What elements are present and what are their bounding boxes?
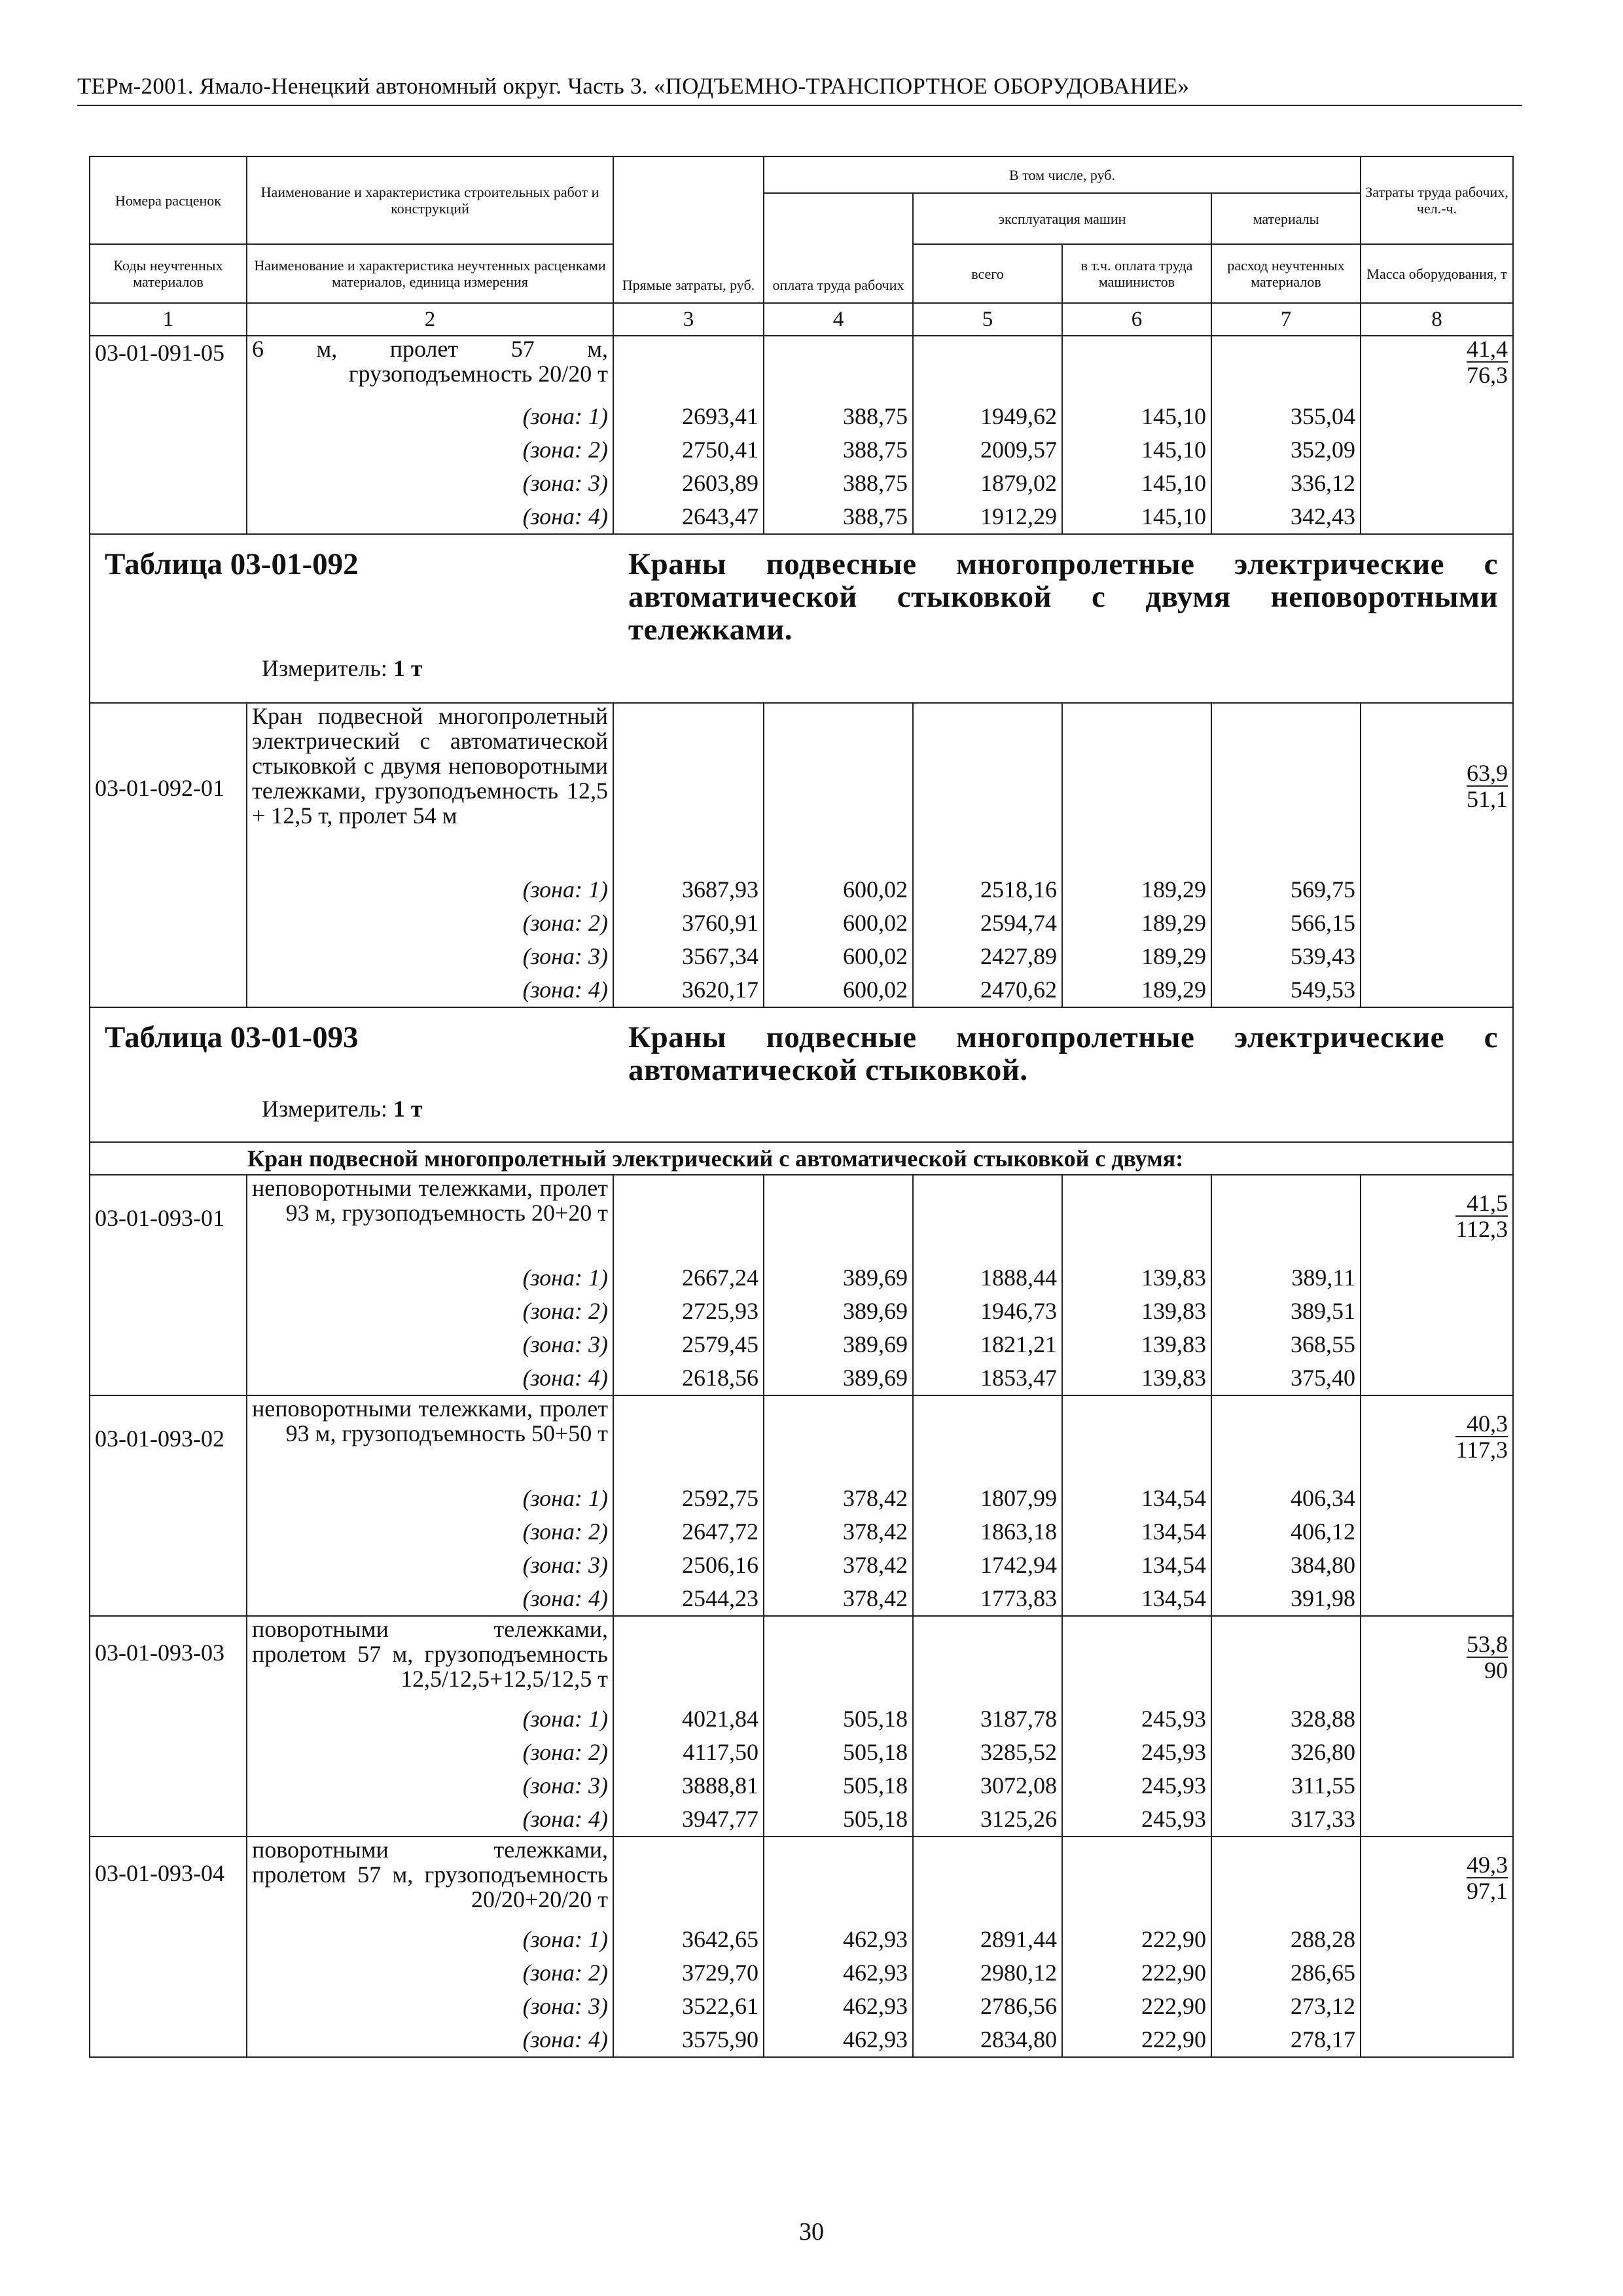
zone-label: (зона: 2) xyxy=(247,433,613,467)
machine-operator-wages: 139,83 xyxy=(1062,1361,1211,1395)
materials-cost: 328,88 xyxy=(1211,1702,1361,1736)
materials-cost: 566,15 xyxy=(1211,906,1361,940)
direct-cost: 2693,41 xyxy=(613,400,764,433)
direct-cost: 3760,91 xyxy=(613,906,764,940)
zone-label: (зона: 4) xyxy=(247,1803,613,1837)
zone-label: (зона: 3) xyxy=(247,940,613,973)
col-number: 6 xyxy=(1062,303,1211,336)
direct-cost: 2725,93 xyxy=(613,1295,764,1328)
zone-row xyxy=(90,1923,1513,1956)
worker-wages: 389,69 xyxy=(764,1328,913,1361)
col1-bottom-header: Коды неучтенных материалов xyxy=(90,244,247,303)
machines-total-header: всего xyxy=(913,244,1062,303)
machine-operator-wages: 222,90 xyxy=(1062,2023,1211,2057)
direct-cost: 2544,23 xyxy=(613,1582,764,1616)
rate-code: 03-01-093-04 xyxy=(90,1837,247,1923)
zone-row xyxy=(90,1515,1513,1549)
header-rule xyxy=(77,105,1522,106)
zone-row xyxy=(90,1736,1513,1769)
machines-total: 1742,94 xyxy=(913,1549,1062,1582)
labor-mass-fraction xyxy=(1361,703,1513,873)
worker-wages: 389,69 xyxy=(764,1361,913,1395)
direct-cost: 2603,89 xyxy=(613,467,764,500)
price-table xyxy=(89,156,1514,2058)
labor-mass-fraction xyxy=(1361,336,1513,400)
machines-total: 2427,89 xyxy=(913,940,1062,973)
zone-row xyxy=(90,1295,1513,1328)
table-title-block xyxy=(90,534,1513,703)
direct-cost: 3620,17 xyxy=(613,973,764,1007)
machine-operator-wages: 189,29 xyxy=(1062,940,1211,973)
machines-total: 2594,74 xyxy=(913,906,1062,940)
machines-total: 3072,08 xyxy=(913,1769,1062,1803)
machine-operator-wages: 145,10 xyxy=(1062,400,1211,433)
machines-total: 1888,44 xyxy=(913,1261,1062,1295)
zone-label: (зона: 1) xyxy=(247,1482,613,1515)
page-number: 30 xyxy=(799,2218,824,2246)
zone-label: (зона: 3) xyxy=(247,1549,613,1582)
machines-total: 2786,56 xyxy=(913,1990,1062,2023)
machine-operator-wages: 245,93 xyxy=(1062,1702,1211,1736)
zone-row xyxy=(90,873,1513,906)
worker-wages: 378,42 xyxy=(764,1515,913,1549)
zone-row xyxy=(90,1702,1513,1736)
materials-cost: 342,43 xyxy=(1211,500,1361,534)
col-number: 4 xyxy=(764,303,913,336)
labor-cost: 49,3 xyxy=(1467,1852,1508,1878)
worker-wages: 462,93 xyxy=(764,1956,913,1990)
materials-cost: 406,12 xyxy=(1211,1515,1361,1549)
labor-mass-fraction xyxy=(1361,1395,1513,1482)
col-number: 5 xyxy=(913,303,1062,336)
zone-row xyxy=(90,1328,1513,1361)
materials-cost: 391,98 xyxy=(1211,1582,1361,1616)
table-number: Таблица 03-01-092 xyxy=(105,547,359,581)
rate-block xyxy=(90,703,1513,1007)
materials-header: материалы xyxy=(1211,193,1361,244)
materials-cost: 539,43 xyxy=(1211,940,1361,973)
rate-code: 03-01-093-03 xyxy=(90,1616,247,1702)
direct-cost: 3575,90 xyxy=(613,2023,764,2057)
direct-cost: 3888,81 xyxy=(613,1769,764,1803)
direct-cost: 3687,93 xyxy=(613,873,764,906)
rate-description: неповоротными тележками, пролет 93 м, грузоподъемность 50+50 т xyxy=(247,1395,613,1482)
machine-operator-wages: 134,54 xyxy=(1062,1582,1211,1616)
zone-label: (зона: 1) xyxy=(247,1261,613,1295)
table-title-block xyxy=(90,1007,1513,1142)
machine-wages-header: в т.ч. оплата труда машинистов xyxy=(1062,244,1211,303)
zone-row xyxy=(90,2023,1513,2057)
direct-cost: 3642,65 xyxy=(613,1923,764,1956)
zone-label: (зона: 4) xyxy=(247,973,613,1007)
table-number: Таблица 03-01-093 xyxy=(105,1020,359,1054)
rate-block xyxy=(90,336,1513,534)
direct-cost: 2667,24 xyxy=(613,1261,764,1295)
rate-code: 03-01-093-02 xyxy=(90,1395,247,1482)
machines-total: 1821,21 xyxy=(913,1328,1062,1361)
machines-total: 2891,44 xyxy=(913,1923,1062,1956)
worker-wages: 505,18 xyxy=(764,1803,913,1837)
materials-cost: 368,55 xyxy=(1211,1328,1361,1361)
zone-row xyxy=(90,500,1513,534)
labor-cost: 41,5 xyxy=(1455,1191,1508,1217)
worker-wages: 505,18 xyxy=(764,1702,913,1736)
machines-total: 2518,16 xyxy=(913,873,1062,906)
col2-top-header: Наименование и характеристика строительных работ и конструкций xyxy=(247,156,613,244)
zone-label: (зона: 2) xyxy=(247,1515,613,1549)
col-number: 1 xyxy=(90,303,247,336)
machine-operator-wages: 134,54 xyxy=(1062,1549,1211,1582)
machines-total: 1773,83 xyxy=(913,1582,1062,1616)
worker-wages: 388,75 xyxy=(764,500,913,534)
machines-total: 1863,18 xyxy=(913,1515,1062,1549)
zone-label: (зона: 3) xyxy=(247,1328,613,1361)
equipment-mass: 112,3 xyxy=(1455,1216,1508,1242)
zone-label: (зона: 4) xyxy=(247,500,613,534)
worker-wages: 389,69 xyxy=(764,1261,913,1295)
direct-cost: 4117,50 xyxy=(613,1736,764,1769)
labor-mass-fraction xyxy=(1361,1616,1513,1702)
worker-wages: 600,02 xyxy=(764,906,913,940)
direct-cost: 2592,75 xyxy=(613,1482,764,1515)
direct-cost: 3522,61 xyxy=(613,1990,764,2023)
measurement-unit xyxy=(262,654,1498,683)
rate-code: 03-01-093-01 xyxy=(90,1175,247,1261)
table-title: Краны подвесные многопролетные электрические с автоматической стыковкой. xyxy=(628,1020,1499,1087)
zone-label: (зона: 2) xyxy=(247,906,613,940)
materials-cost: 389,11 xyxy=(1211,1261,1361,1295)
meter-value: 1 т xyxy=(393,655,423,681)
rate-block xyxy=(90,1837,1513,2057)
equipment-mass: 90 xyxy=(1484,1657,1508,1683)
incl-header: В том числе, руб. xyxy=(764,156,1361,193)
machines-total: 3125,26 xyxy=(913,1803,1062,1837)
zone-row xyxy=(90,1803,1513,1837)
materials-cost: 326,80 xyxy=(1211,1736,1361,1769)
machines-total: 1879,02 xyxy=(913,467,1062,500)
zone-label: (зона: 2) xyxy=(247,1956,613,1990)
materials-cost: 375,40 xyxy=(1211,1361,1361,1395)
worker-wages: 462,93 xyxy=(764,1923,913,1956)
table-title: Краны подвесные многопролетные электрические с автоматической стыковкой с двумя неповоротными тележками. xyxy=(628,547,1499,647)
machine-operator-wages: 245,93 xyxy=(1062,1769,1211,1803)
machine-operator-wages: 245,93 xyxy=(1062,1736,1211,1769)
worker-wages: 388,75 xyxy=(764,433,913,467)
labor-cost: 41,4 xyxy=(1467,336,1508,362)
zone-label: (зона: 4) xyxy=(247,1582,613,1616)
machines-total: 2980,12 xyxy=(913,1956,1062,1990)
worker-wages: 462,93 xyxy=(764,2023,913,2057)
labor-mass-fraction xyxy=(1361,1175,1513,1261)
worker-wages: 600,02 xyxy=(764,873,913,906)
worker-wages: 505,18 xyxy=(764,1736,913,1769)
wages-header: оплата труда рабочих xyxy=(764,193,913,303)
materials-cost: 278,17 xyxy=(1211,2023,1361,2057)
machines-header: эксплуатация машин xyxy=(913,193,1211,244)
zone-label: (зона: 1) xyxy=(247,1923,613,1956)
worker-wages: 505,18 xyxy=(764,1769,913,1803)
table-header xyxy=(90,156,1513,336)
rate-code: 03-01-092-01 xyxy=(90,703,247,873)
labor-cost: 53,8 xyxy=(1467,1631,1508,1657)
materials-cost: 288,28 xyxy=(1211,1923,1361,1956)
rate-code: 03-01-091-05 xyxy=(90,336,247,400)
materials-cost: 317,33 xyxy=(1211,1803,1361,1837)
worker-wages: 378,42 xyxy=(764,1482,913,1515)
zone-label: (зона: 1) xyxy=(247,1702,613,1736)
zone-row xyxy=(90,400,1513,433)
equipment-mass: 51,1 xyxy=(1467,786,1508,812)
rate-description: 6 м, пролет 57 м, грузоподъемность 20/20 т xyxy=(247,336,613,400)
meter-label: Измеритель: xyxy=(262,655,387,681)
zone-label: (зона: 3) xyxy=(247,467,613,500)
direct-cost: 2506,16 xyxy=(613,1549,764,1582)
zone-row xyxy=(90,1990,1513,2023)
group-header: Кран подвесной многопролетный электрический с автоматической стыковкой с двумя: xyxy=(90,1142,1513,1175)
direct-cost: 3567,34 xyxy=(613,940,764,973)
machines-total: 2009,57 xyxy=(913,433,1062,467)
materials-cost: 311,55 xyxy=(1211,1769,1361,1803)
col2-bottom-header: Наименование и характеристика неучтенных расценками материалов, единица измерения xyxy=(247,244,613,303)
materials-cost: 273,12 xyxy=(1211,1990,1361,2023)
zone-label: (зона: 1) xyxy=(247,400,613,433)
worker-wages: 388,75 xyxy=(764,400,913,433)
zone-row xyxy=(90,1482,1513,1515)
labor-cost: 40,3 xyxy=(1455,1411,1508,1437)
zone-row xyxy=(90,467,1513,500)
worker-wages: 388,75 xyxy=(764,467,913,500)
zone-row xyxy=(90,1549,1513,1582)
equipment-mass: 76,3 xyxy=(1467,362,1508,388)
worker-wages: 389,69 xyxy=(764,1295,913,1328)
direct-cost: 2647,72 xyxy=(613,1515,764,1549)
rate-block xyxy=(90,1395,1513,1616)
worker-wages: 462,93 xyxy=(764,1990,913,2023)
materials-cost: 355,04 xyxy=(1211,400,1361,433)
rate-description: поворотными тележками, пролетом 57 м, грузоподъемность 12,5/12,5+12,5/12,5 т xyxy=(247,1616,613,1702)
zone-label: (зона: 4) xyxy=(247,2023,613,2057)
mass-header: Масса оборудования, т xyxy=(1361,244,1513,303)
materials-cost: 352,09 xyxy=(1211,433,1361,467)
column-numbers-row xyxy=(90,303,1513,336)
direct-cost: 2750,41 xyxy=(613,433,764,467)
direct-cost: 2643,47 xyxy=(613,500,764,534)
running-title: ТЕРм-2001. Ямало-Ненецкий автономный округ. Часть 3. «ПОДЪЕМНО-ТРАНСПОРТНОЕ ОБОРУДОВАНИЕ» xyxy=(77,73,1190,99)
machine-operator-wages: 189,29 xyxy=(1062,973,1211,1007)
equipment-mass: 97,1 xyxy=(1467,1878,1508,1904)
zone-row xyxy=(90,1361,1513,1395)
direct-cost: 3947,77 xyxy=(613,1803,764,1837)
worker-wages: 600,02 xyxy=(764,940,913,973)
rate-description: неповоротными тележками, пролет 93 м, грузоподъемность 20+20 т xyxy=(247,1175,613,1261)
machine-operator-wages: 245,93 xyxy=(1062,1803,1211,1837)
machines-total: 1912,29 xyxy=(913,500,1062,534)
table-section xyxy=(90,1007,1513,1175)
machines-total: 2470,62 xyxy=(913,973,1062,1007)
labor-cost: 63,9 xyxy=(1467,760,1508,786)
rate-description: Кран подвесной многопролетный электрический с автоматической стыковкой с двумя неповоротными тележками, грузоподъемность 12,5 + 12,5 т, пролет 54 м xyxy=(247,703,613,873)
labor-header: Затраты труда рабочих, чел.-ч. xyxy=(1361,156,1513,244)
zone-label: (зона: 1) xyxy=(247,873,613,906)
measurement-unit xyxy=(262,1094,1498,1123)
equipment-mass: 117,3 xyxy=(1455,1437,1508,1463)
machine-operator-wages: 139,83 xyxy=(1062,1328,1211,1361)
machine-operator-wages: 189,29 xyxy=(1062,873,1211,906)
labor-mass-fraction xyxy=(1361,1837,1513,1923)
zone-row xyxy=(90,1582,1513,1616)
rate-block xyxy=(90,1175,1513,1395)
machines-total: 1807,99 xyxy=(913,1482,1062,1515)
worker-wages: 378,42 xyxy=(764,1549,913,1582)
machines-total: 1853,47 xyxy=(913,1361,1062,1395)
materials-cost: 336,12 xyxy=(1211,467,1361,500)
zone-label: (зона: 2) xyxy=(247,1736,613,1769)
machine-operator-wages: 145,10 xyxy=(1062,433,1211,467)
zone-row xyxy=(90,906,1513,940)
machine-operator-wages: 134,54 xyxy=(1062,1482,1211,1515)
worker-wages: 378,42 xyxy=(764,1582,913,1616)
materials-cost: 406,34 xyxy=(1211,1482,1361,1515)
rate-description: поворотными тележками, пролетом 57 м, грузоподъемность 20/20+20/20 т xyxy=(247,1837,613,1923)
machines-total: 2834,80 xyxy=(913,2023,1062,2057)
zone-row xyxy=(90,1956,1513,1990)
col-number: 3 xyxy=(613,303,764,336)
machine-operator-wages: 139,83 xyxy=(1062,1295,1211,1328)
machines-total: 3285,52 xyxy=(913,1736,1062,1769)
machine-operator-wages: 189,29 xyxy=(1062,906,1211,940)
materials-cost: 389,51 xyxy=(1211,1295,1361,1328)
machine-operator-wages: 222,90 xyxy=(1062,1956,1211,1990)
machine-operator-wages: 222,90 xyxy=(1062,1990,1211,2023)
col-number: 2 xyxy=(247,303,613,336)
zone-label: (зона: 3) xyxy=(247,1769,613,1803)
machine-operator-wages: 222,90 xyxy=(1062,1923,1211,1956)
materials-cost: 286,65 xyxy=(1211,1956,1361,1990)
zone-row xyxy=(90,940,1513,973)
table-section xyxy=(90,534,1513,703)
col1-top-header: Номера расценок xyxy=(90,156,247,244)
materials-cost: 549,53 xyxy=(1211,973,1361,1007)
meter-label: Измеритель: xyxy=(262,1096,387,1122)
meter-value: 1 т xyxy=(393,1096,423,1122)
zone-row xyxy=(90,973,1513,1007)
machine-operator-wages: 145,10 xyxy=(1062,500,1211,534)
col-number: 7 xyxy=(1211,303,1361,336)
zone-row xyxy=(90,1769,1513,1803)
zone-label: (зона: 3) xyxy=(247,1990,613,2023)
machine-operator-wages: 145,10 xyxy=(1062,467,1211,500)
machine-operator-wages: 134,54 xyxy=(1062,1515,1211,1549)
direct-cost: 4021,84 xyxy=(613,1702,764,1736)
direct-costs-header: Прямые затраты, руб. xyxy=(613,156,764,303)
direct-cost: 3729,70 xyxy=(613,1956,764,1990)
zone-label: (зона: 4) xyxy=(247,1361,613,1395)
machines-total: 3187,78 xyxy=(913,1702,1062,1736)
materials-cost: 384,80 xyxy=(1211,1549,1361,1582)
materials-cost: 569,75 xyxy=(1211,873,1361,906)
col-number: 8 xyxy=(1361,303,1513,336)
direct-cost: 2618,56 xyxy=(613,1361,764,1395)
machines-total: 1949,62 xyxy=(913,400,1062,433)
worker-wages: 600,02 xyxy=(764,973,913,1007)
zone-label: (зона: 2) xyxy=(247,1295,613,1328)
zone-row xyxy=(90,433,1513,467)
rate-block xyxy=(90,1616,1513,1837)
machine-operator-wages: 139,83 xyxy=(1062,1261,1211,1295)
unaccounted-materials-header: расход неучтенных материалов xyxy=(1211,244,1361,303)
direct-cost: 2579,45 xyxy=(613,1328,764,1361)
zone-row xyxy=(90,1261,1513,1295)
machines-total: 1946,73 xyxy=(913,1295,1062,1328)
